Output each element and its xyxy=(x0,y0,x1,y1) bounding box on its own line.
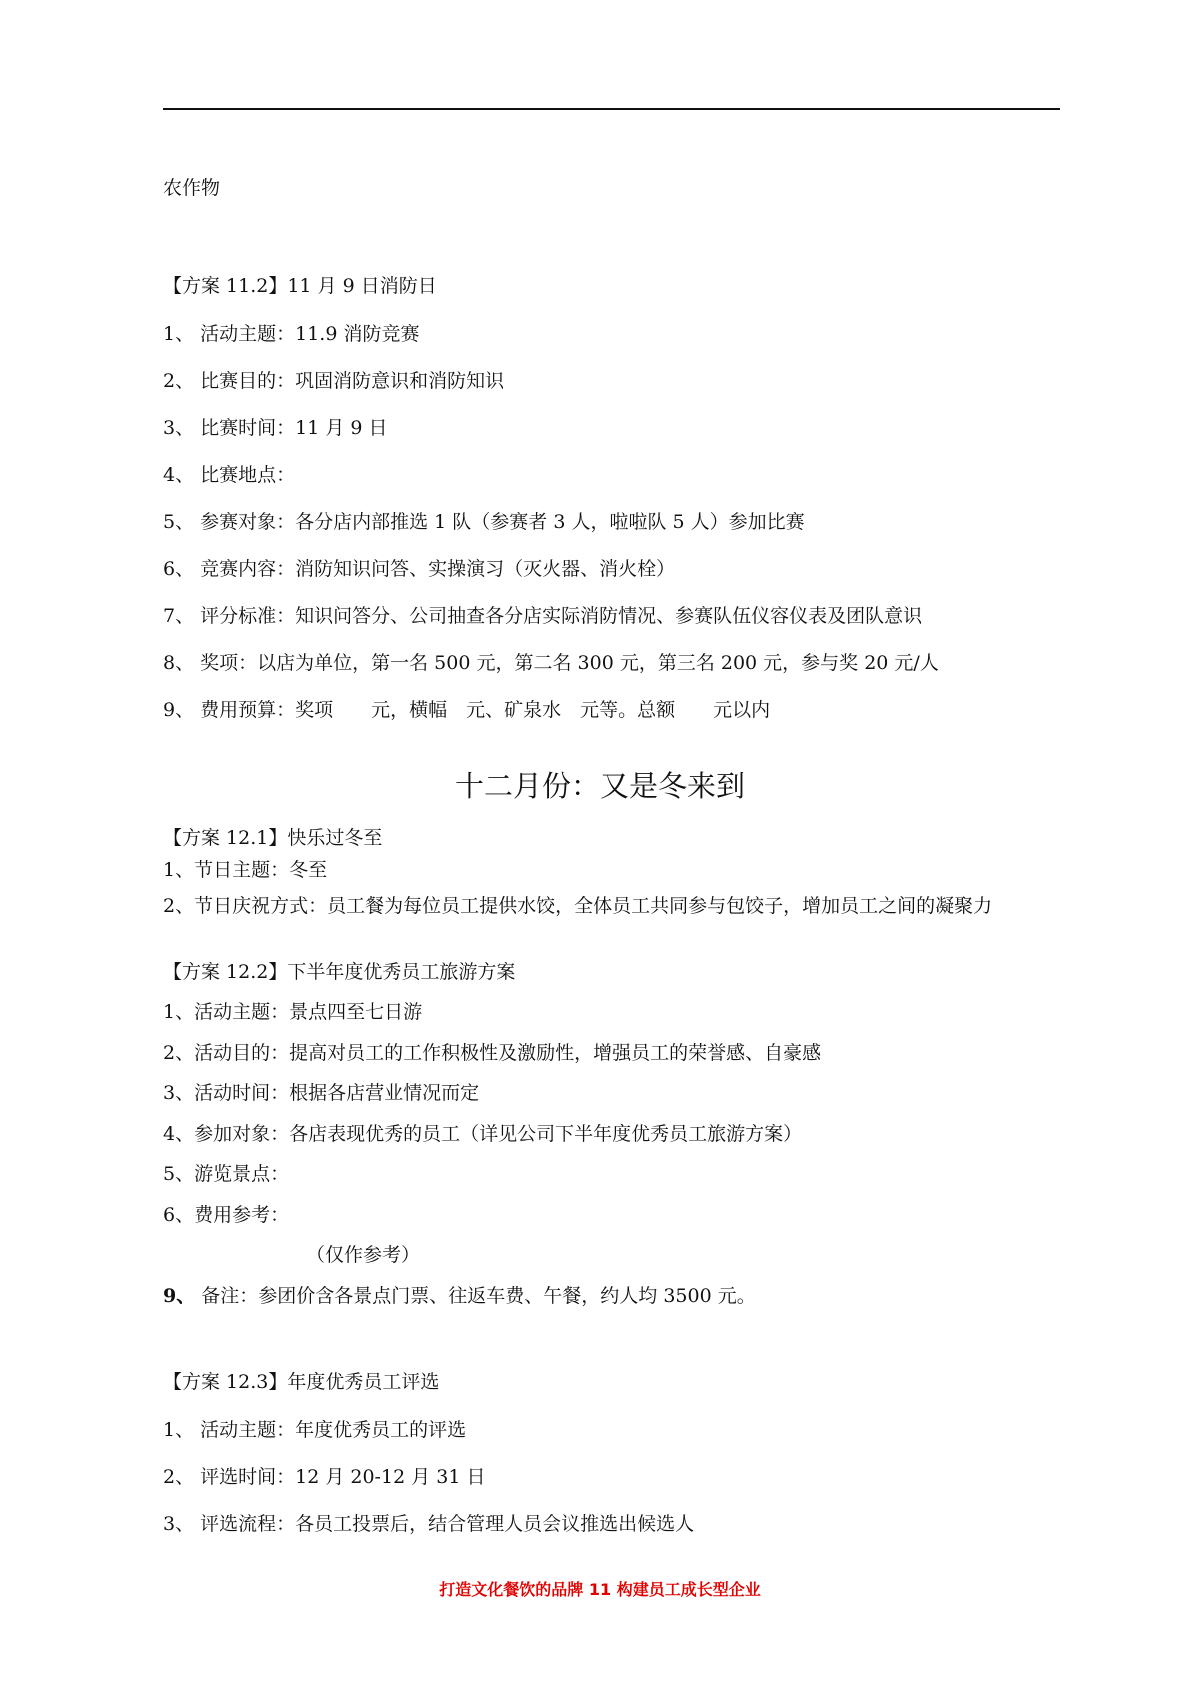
list-item: 7、 评分标准：知识问答分、公司抽查各分店实际消防情况、参赛队伍仪容仪表及团队意识 xyxy=(163,605,923,627)
list-item: 2、 比赛目的：巩固消防意识和消防知识 xyxy=(163,370,505,392)
list-item: 2、 评选时间：12 月 20-12 月 31 日 xyxy=(163,1466,486,1488)
section-title-12-3: 【方案 12.3】年度优秀员工评选 xyxy=(163,1371,440,1393)
list-item: 1、节日主题：冬至 xyxy=(163,859,328,881)
month-heading: 十二月份：又是冬来到 xyxy=(454,769,745,803)
list-item: 1、活动主题：景点四至七日游 xyxy=(163,1001,423,1023)
section-title-11-2: 【方案 11.2】11 月 9 日消防日 xyxy=(163,275,437,297)
list-item: 8、 奖项：以店为单位，第一名 500 元，第二名 300 元，第三名 200 元，参与奖 20 元/人 xyxy=(163,652,939,674)
list-item: 5、游览景点： xyxy=(163,1163,290,1185)
remark-line xyxy=(163,1284,756,1308)
section-title-12-2: 【方案 12.2】下半年度优秀员工旅游方案 xyxy=(163,961,516,983)
list-item: 4、 比赛地点： xyxy=(163,464,296,486)
list-item: 2、活动目的：提高对员工的工作积极性及激励性，增强员工的荣誉感、自豪感 xyxy=(163,1042,822,1064)
list-item: 3、 评选流程：各员工投票后，结合管理人员会议推选出候选人 xyxy=(163,1513,695,1535)
reference-note: （仅作参考） xyxy=(306,1244,421,1266)
section-title-12-1: 【方案 12.1】快乐过冬至 xyxy=(163,827,383,849)
list-item: 2、节日庆祝方式：员工餐为每位员工提供水饺，全体员工共同参与包饺子，增加员工之间的凝聚力 xyxy=(163,895,993,917)
remark-text: 备注：参团价含各景点门票、往返车费、午餐，约人均 3500 元。 xyxy=(201,1285,756,1307)
list-item: 1、 活动主题：年度优秀员工的评选 xyxy=(163,1419,467,1441)
list-item: 6、 竞赛内容：消防知识问答、实操演习（灭火器、消火栓） xyxy=(163,558,676,580)
list-item: 3、 比赛时间：11 月 9 日 xyxy=(163,417,388,439)
text-line: 农作物 xyxy=(163,177,221,199)
list-item: 1、 活动主题：11.9 消防竞赛 xyxy=(163,323,420,345)
list-item: 4、参加对象：各店表现优秀的员工（详见公司下半年度优秀员工旅游方案） xyxy=(163,1123,803,1145)
remark-number: 9、 xyxy=(163,1285,196,1307)
list-item: 5、 参赛对象：各分店内部推选 1 队（参赛者 3 人，啦啦队 5 人）参加比赛 xyxy=(163,511,805,533)
list-item: 3、活动时间：根据各店营业情况而定 xyxy=(163,1082,480,1104)
list-item: 6、费用参考： xyxy=(163,1204,290,1226)
list-item: 9、 费用预算：奖项 元，横幅 元、矿泉水 元等。总额 元以内 xyxy=(163,699,771,721)
page-footer: 打造文化餐饮的品牌 11 构建员工成长型企业 xyxy=(439,1580,761,1599)
header-rule xyxy=(163,108,1060,110)
